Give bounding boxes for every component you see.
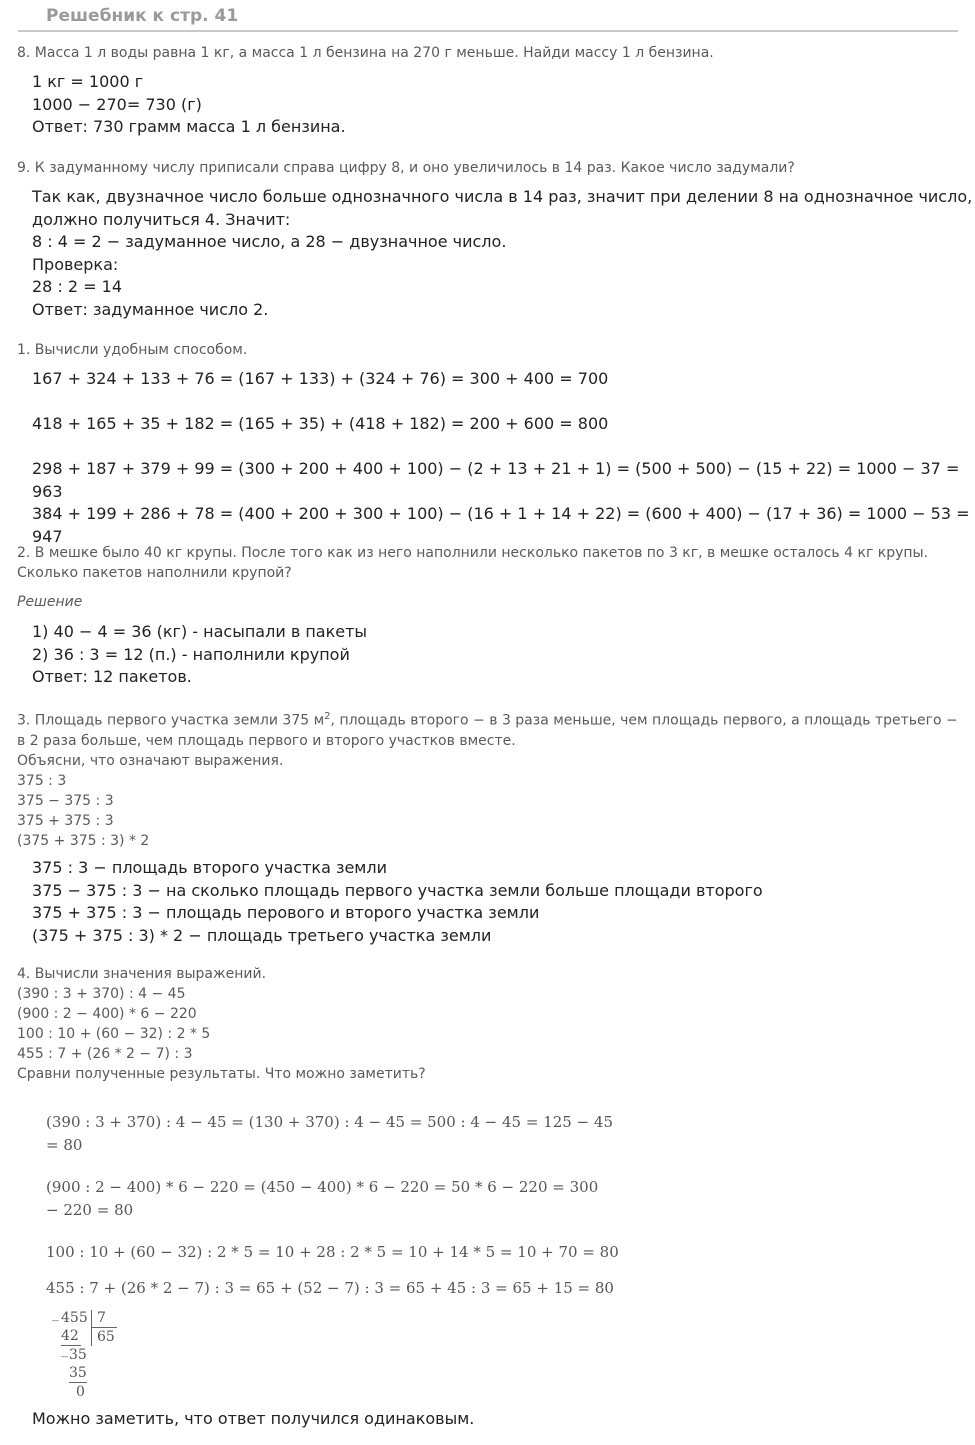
task9-line: должно получиться 4. Значит: (32, 209, 291, 229)
task9-line: 28 : 2 = 14 (32, 277, 123, 296)
task3-question-line: Объясни, что означают выражения. (17, 752, 284, 769)
ld-divisor: 7 (97, 1310, 106, 1326)
ld-quotient-bar (91, 1327, 117, 1328)
task9-line: Так как, двузначное число больше однозначного числа в 14 раз, значит при делении 8 на однозначное число, (32, 187, 973, 206)
task4-question-line: 455 : 7 + (26 * 2 − 7) : 3 (17, 1046, 193, 1062)
page-title: Решебник к стр. 41 (46, 6, 239, 26)
math-expression-4: 455 : 7 + (26 * 2 − 7) : 3 = 65 + (52 − 7) : 3 = 65 + 45 : 3 = 65 + 15 = 80 (46, 1279, 614, 1297)
task1-line: 418 + 165 + 35 + 182 = (165 + 35) + (418 + 182) = 200 + 600 = 800 (32, 414, 609, 433)
task1-question (17, 340, 247, 360)
task3-question-line: (375 + 375 : 3) * 2 (17, 832, 150, 849)
task9-line: 8 : 4 = 2 − задуманное число, а 28 − двузначное число. (32, 232, 507, 251)
ld-rem2: 0 (76, 1384, 85, 1400)
task1-line: 167 + 324 + 133 + 76 = (167 + 133) + (324 + 76) = 300 + 400 = 700 (32, 369, 609, 388)
task3-question-line: 375 : 3 (17, 772, 67, 789)
task2-solution-label: Решение (17, 594, 83, 610)
task4-question-line: (390 : 3 + 370) : 4 − 45 (17, 986, 186, 1002)
task4-question-line: 100 : 10 + (60 − 32) : 2 * 5 (17, 1026, 211, 1042)
task1-question-text: 1. Вычисли удобным способом. (17, 342, 248, 358)
task3-question-line: 375 + 375 : 3 (17, 812, 114, 829)
task4-question (17, 964, 426, 1084)
long-division (52, 1306, 135, 1403)
task3-line: (375 + 375 : 3) * 2 − площадь третьего участка земли (32, 925, 492, 945)
task2-question-line: 2. В мешке было 40 кг крупы. После того как из него наполнили несколько пакетов по 3 кг, в мешке осталось 4 кг крупы. (17, 545, 929, 561)
ld-sub1: 42 (61, 1328, 79, 1344)
task3-question-line: 375 − 375 : 3 (17, 792, 114, 809)
ld-line2 (69, 1382, 87, 1383)
task2-question (17, 543, 928, 583)
task8-line: Ответ: 730 грамм масса 1 л бензина. (32, 117, 346, 136)
task3-question-line1 (17, 707, 958, 731)
ld-dividend: 455 (61, 1310, 88, 1326)
task1-line: 384 + 199 + 286 + 78 = (400 + 200 + 300 + 100) − (16 + 1 + 14 + 22) = (600 + 400) − (17 + 36) = 1000 − 53 = 947 (32, 504, 970, 546)
task4-question-line: (900 : 2 − 400) * 6 − 220 (17, 1006, 197, 1022)
task9-question-text: 9. К задуманному числу приписали справа цифру 8, и оно увеличилось в 14 раз. Какое число задумали? (17, 160, 795, 176)
task2-line: Ответ: 12 пакетов. (32, 667, 192, 686)
task3-line: 375 : 3 − площадь второго участка земли (32, 858, 387, 877)
task9-line: Проверка: (32, 254, 119, 274)
task4-question-line: Сравни полученные результаты. Что можно заметить? (17, 1066, 426, 1082)
task2-line: 1) 40 − 4 = 36 (кг) - насыпали в пакеты (32, 622, 368, 641)
page-header (18, 6, 958, 32)
math-expression-3: 100 : 10 + (60 − 32) : 2 * 5 = 10 + 28 : 2 * 5 = 10 + 14 * 5 = 10 + 70 = 80 (46, 1243, 619, 1261)
task9-answer (32, 186, 972, 321)
task9-question (17, 158, 795, 178)
task1-line: 298 + 187 + 379 + 99 = (300 + 200 + 400 + 100) − (2 + 13 + 21 + 1) = (500 + 500) − (15 + 22) = 1000 − 37 = 963 (32, 459, 960, 501)
ld-sub2: 35 (69, 1365, 87, 1381)
math-expression-1-result: = 80 (46, 1136, 83, 1154)
math-expression-1: (390 : 3 + 370) : 4 − 45 = (130 + 370) : 4 − 45 = 500 : 4 − 45 = 125 − 45 (46, 1113, 614, 1131)
task8-question (17, 43, 714, 63)
task4-conclusion: Можно заметить, что ответ получился одинаковым. (32, 1409, 475, 1428)
task2-line: 2) 36 : 3 = 12 (п.) - наполнили крупой (32, 644, 350, 664)
ld-minus-2: _ (61, 1342, 68, 1358)
ld-vertical-bar (91, 1310, 92, 1346)
ld-quotient: 65 (97, 1329, 115, 1345)
task8-question-text: 8. Масса 1 л воды равна 1 кг, а масса 1 л бензина на 270 г меньше. Найди массу 1 л бензина. (17, 45, 714, 61)
task9-line: Ответ: задуманное число 2. (32, 299, 269, 319)
math-expression-2: (900 : 2 − 400) * 6 − 220 = (450 − 400) * 6 − 220 = 50 * 6 − 220 = 300 (46, 1178, 599, 1196)
task3-line: 375 − 375 : 3 − на сколько площадь первого участка земли больше площади второго (32, 880, 763, 900)
task8-line: 1000 − 270= 730 (г) (32, 94, 202, 114)
task3-q-post: , площадь второго − в 3 раза меньше, чем площадь первого, а площадь третьего − (330, 712, 958, 729)
math-expression-2-result: − 220 = 80 (46, 1201, 134, 1219)
task3-question-line: в 2 раза больше, чем площадь первого и второго участков вместе. (17, 732, 516, 749)
ld-rem1: 35 (69, 1347, 87, 1363)
ld-minus: _ (52, 1306, 59, 1322)
task8-line: 1 кг = 1000 г (32, 72, 144, 91)
task4-question-line: 4. Вычисли значения выражений. (17, 966, 267, 982)
task3-q-pre: 3. Площадь первого участка земли 375 м (17, 712, 325, 729)
task3-line: 375 + 375 : 3 − площадь перового и второго участка земли (32, 903, 540, 922)
task3-answer (32, 857, 763, 947)
task3-question (17, 707, 958, 851)
task2-answer (32, 621, 367, 689)
task2-question-line: Сколько пакетов наполнили крупой? (17, 565, 292, 581)
task8-answer (32, 71, 346, 139)
task3-q-sup: 2 (324, 711, 331, 722)
